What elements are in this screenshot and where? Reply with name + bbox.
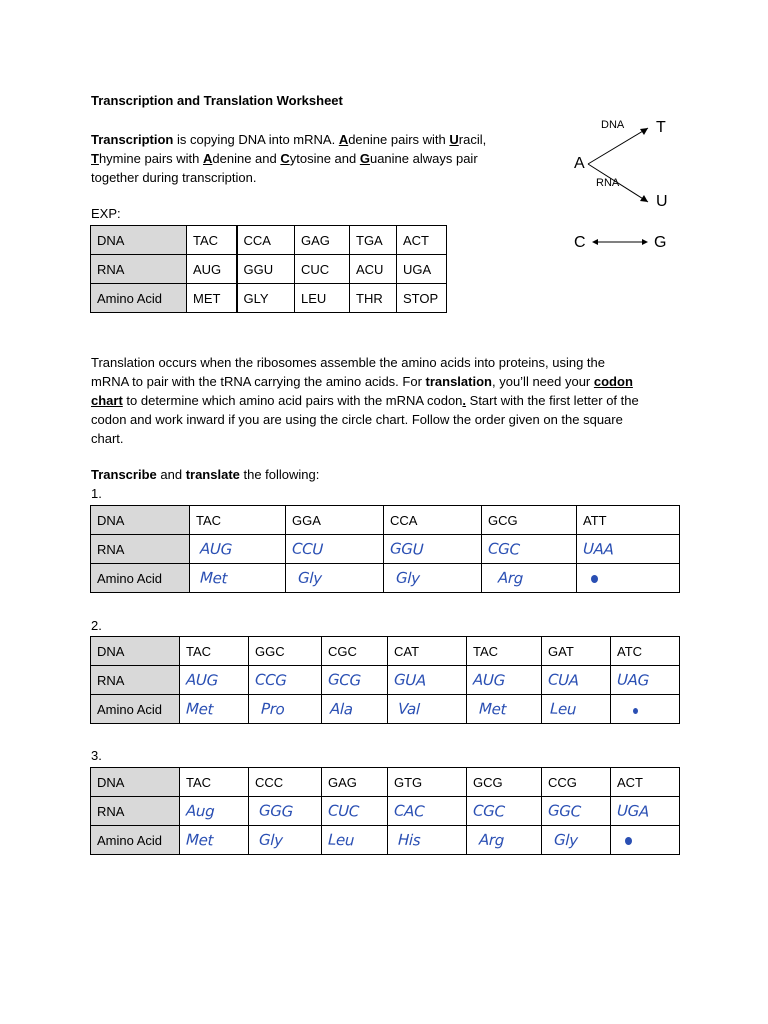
amino-answer[interactable]: Gly xyxy=(286,564,384,593)
amino-answer[interactable] xyxy=(611,826,680,855)
row-label: DNA xyxy=(91,637,180,666)
rna-answer[interactable]: GGG xyxy=(249,797,322,826)
amino-answer[interactable]: Met xyxy=(180,695,249,724)
table-row xyxy=(91,695,680,724)
dna-cell: CAT xyxy=(388,637,467,666)
table-row xyxy=(91,826,680,855)
row-label: RNA xyxy=(91,255,187,284)
amino-answer[interactable] xyxy=(577,564,680,593)
example-table xyxy=(90,225,447,313)
problem-2-table xyxy=(90,636,680,724)
dna-cell: CCC xyxy=(249,768,322,797)
rna-answer[interactable]: AUG xyxy=(180,666,249,695)
rna-answer[interactable]: UAG xyxy=(611,666,680,695)
table-row xyxy=(91,506,680,535)
amino-answer[interactable]: Leu xyxy=(322,826,388,855)
table-row xyxy=(91,797,680,826)
instruction-line: Transcribe and translate the following: xyxy=(91,467,320,482)
row-label: Amino Acid xyxy=(91,564,190,593)
problem-2-number: 2. xyxy=(91,618,102,633)
dna-cell: CCG xyxy=(542,768,611,797)
base-g: G xyxy=(654,234,667,251)
table-row xyxy=(91,535,680,564)
dna-cell: GCG xyxy=(467,768,542,797)
table-cell: CUC xyxy=(295,255,350,284)
dna-cell: CCA xyxy=(384,506,482,535)
dna-cell: CGC xyxy=(322,637,388,666)
problem-1-table xyxy=(90,505,680,593)
stop-mark xyxy=(633,708,638,714)
dna-cell: ATT xyxy=(577,506,680,535)
rna-answer[interactable]: CGC xyxy=(467,797,542,826)
table-row xyxy=(91,564,680,593)
table-row xyxy=(91,284,447,313)
dna-label: DNA xyxy=(601,119,625,131)
table-row xyxy=(91,226,447,255)
rna-answer[interactable]: GGU xyxy=(384,535,482,564)
table-cell: THR xyxy=(350,284,397,313)
amino-answer[interactable]: His xyxy=(388,826,467,855)
table-cell: GGU xyxy=(237,255,295,284)
table-cell: TGA xyxy=(350,226,397,255)
dna-cell: ACT xyxy=(611,768,680,797)
table-cell: STOP xyxy=(397,284,447,313)
rna-answer[interactable]: CUA xyxy=(542,666,611,695)
rna-answer[interactable]: GGC xyxy=(542,797,611,826)
rna-answer[interactable]: AUG xyxy=(467,666,542,695)
row-label: Amino Acid xyxy=(91,695,180,724)
base-u: U xyxy=(656,193,668,210)
amino-answer[interactable]: Ala xyxy=(322,695,388,724)
amino-answer[interactable]: Gly xyxy=(542,826,611,855)
row-label: RNA xyxy=(91,535,190,564)
amino-answer[interactable]: Leu xyxy=(542,695,611,724)
amino-answer[interactable]: Arg xyxy=(467,826,542,855)
row-label: DNA xyxy=(91,226,187,255)
rna-answer[interactable]: GUA xyxy=(388,666,467,695)
amino-answer[interactable]: Met xyxy=(467,695,542,724)
base-c: C xyxy=(574,234,586,251)
amino-answer[interactable]: Gly xyxy=(384,564,482,593)
table-cell: ACU xyxy=(350,255,397,284)
rna-answer[interactable]: GCG xyxy=(322,666,388,695)
row-label: DNA xyxy=(91,506,190,535)
rna-answer[interactable]: Aug xyxy=(180,797,249,826)
dna-cell: GGA xyxy=(286,506,384,535)
dna-cell: TAC xyxy=(190,506,286,535)
row-label: DNA xyxy=(91,768,180,797)
table-row xyxy=(91,666,680,695)
table-cell: CCA xyxy=(237,226,295,255)
rna-answer[interactable]: CCG xyxy=(249,666,322,695)
transcription-intro: Transcription is copying DNA into mRNA. Adenine pairs with Uracil, Thymine pairs with Adenine and Cytosine and Guanine always pair together during transcription. xyxy=(91,132,487,185)
rna-answer[interactable]: CCU xyxy=(286,535,384,564)
table-cell: GAG xyxy=(295,226,350,255)
table-cell: AUG xyxy=(187,255,237,284)
page-title: Transcription and Translation Worksheet xyxy=(91,93,343,108)
transcription-term: Transcription xyxy=(91,132,174,147)
exp-label: EXP: xyxy=(91,206,121,221)
rna-answer[interactable]: CUC xyxy=(322,797,388,826)
dna-cell: GAG xyxy=(322,768,388,797)
rna-answer[interactable]: AUG xyxy=(190,535,286,564)
table-cell: ACT xyxy=(397,226,447,255)
stop-mark xyxy=(591,575,598,583)
row-label: RNA xyxy=(91,666,180,695)
row-label: Amino Acid xyxy=(91,826,180,855)
stop-mark xyxy=(625,837,632,845)
dna-cell: TAC xyxy=(467,637,542,666)
table-cell: GLY xyxy=(237,284,295,313)
table-cell: MET xyxy=(187,284,237,313)
base-pair-diagram xyxy=(560,112,710,262)
problem-3-table xyxy=(90,767,680,855)
rna-answer[interactable]: CGC xyxy=(482,535,577,564)
dna-cell: GTG xyxy=(388,768,467,797)
dna-cell: ATC xyxy=(611,637,680,666)
amino-answer[interactable]: Val xyxy=(388,695,467,724)
table-row xyxy=(91,768,680,797)
rna-label: RNA xyxy=(596,177,620,189)
base-a: A xyxy=(574,155,585,172)
amino-answer[interactable]: Met xyxy=(180,826,249,855)
problem-1-number: 1. xyxy=(91,486,102,501)
amino-answer[interactable]: Arg xyxy=(482,564,577,593)
table-cell: TAC xyxy=(187,226,237,255)
base-t: T xyxy=(656,119,666,136)
dna-cell: TAC xyxy=(180,637,249,666)
rna-answer[interactable]: UGA xyxy=(611,797,680,826)
table-cell: LEU xyxy=(295,284,350,313)
row-label: Amino Acid xyxy=(91,284,187,313)
rna-answer[interactable]: CAC xyxy=(388,797,467,826)
dna-cell: GCG xyxy=(482,506,577,535)
row-label: RNA xyxy=(91,797,180,826)
table-cell: UGA xyxy=(397,255,447,284)
amino-answer[interactable]: Pro xyxy=(249,695,322,724)
table-row xyxy=(91,255,447,284)
amino-answer[interactable]: Met xyxy=(190,564,286,593)
dna-cell: GGC xyxy=(249,637,322,666)
dna-cell: TAC xyxy=(180,768,249,797)
translation-paragraph: Translation occurs when the ribosomes assemble the amino acids into proteins, using the mRNA to pair with the tRNA carrying the amino acids. For translation, you’ll need your codon chart to determine which amino acid pairs with the mRNA codon. Start with the first letter of the codon and work inward if you are using the circle chart. Follow the order given on the square chart. xyxy=(91,355,639,446)
table-row xyxy=(91,637,680,666)
dna-cell: GAT xyxy=(542,637,611,666)
amino-answer[interactable]: Gly xyxy=(249,826,322,855)
rna-answer[interactable]: UAA xyxy=(577,535,680,564)
amino-answer[interactable] xyxy=(611,695,680,724)
problem-3-number: 3. xyxy=(91,748,102,763)
